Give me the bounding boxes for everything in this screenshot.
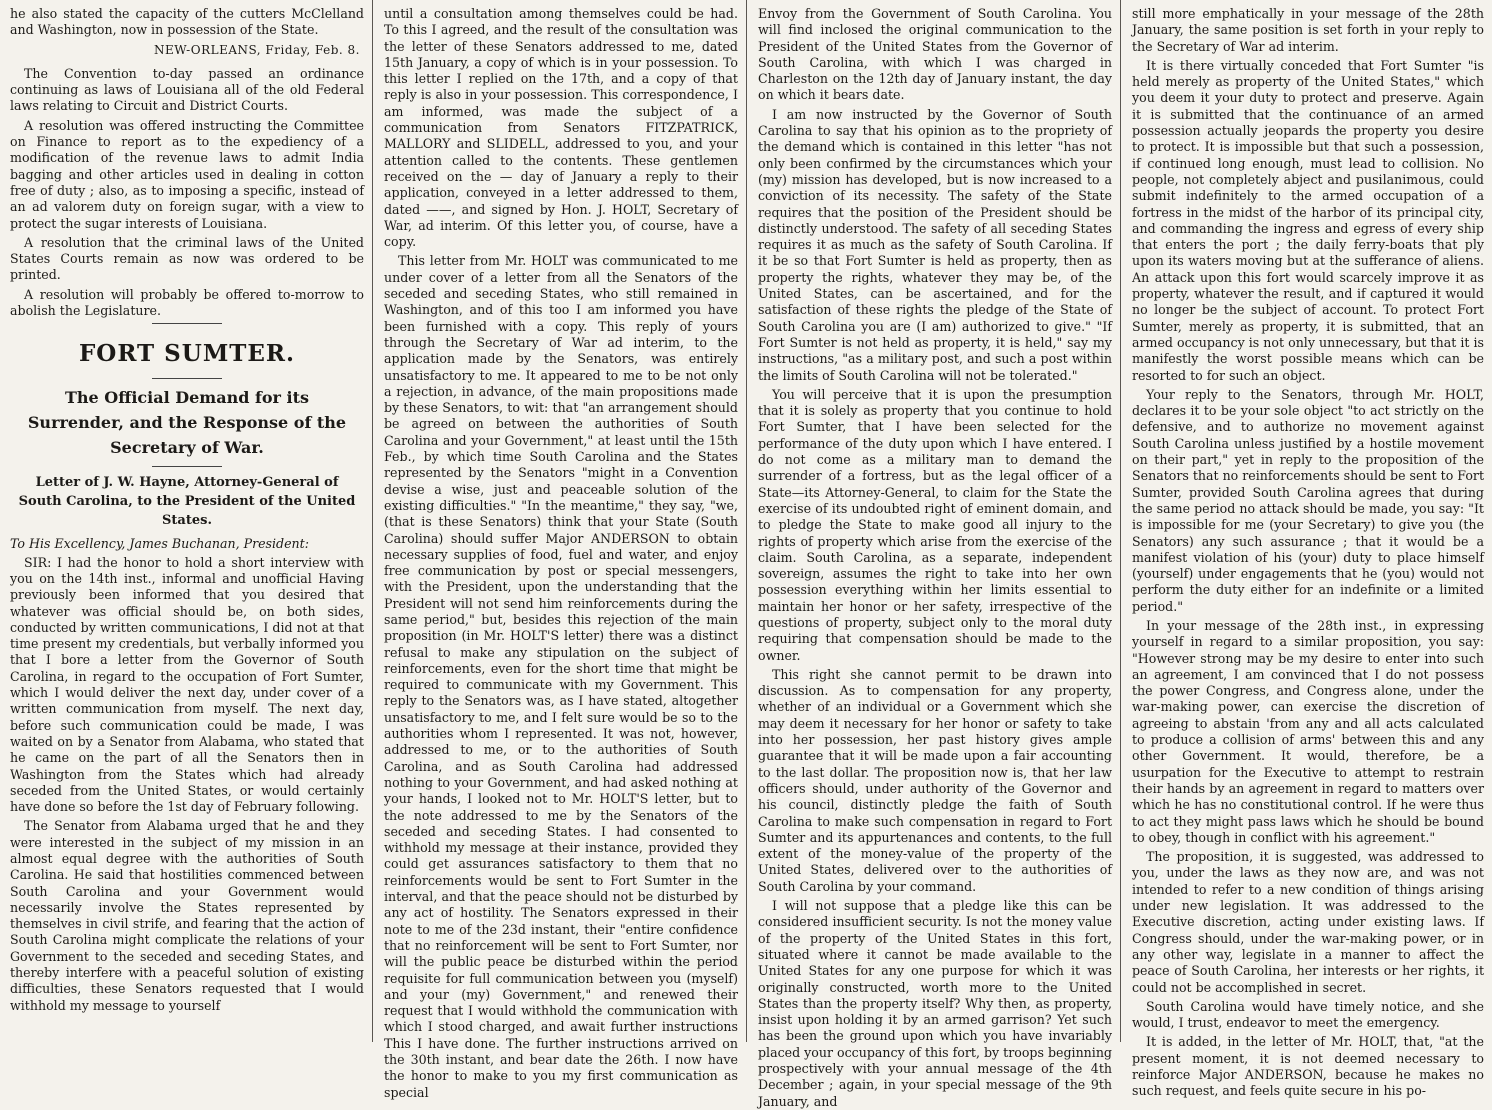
paragraph: This letter from Mr. HOLT was communicated to me under cover of a letter from all the Senators of the seceded and seceding States, who still remained in Washington, and of this too I am informed you have been furnished with a copy. This reply of yours through the Secretary of War ad interim, to the application made by the Senators, was entirely unsatisfactory to me. It appeared to me to be not only a rejection, in advance, of the main propositions made by these Senators, to wit: that "an arrangement should be agreed on between the authorities of South Carolina and your Government," at least until the 15th Feb., by which time South Carolina and the States represented by the Senators "might in a Convention devise a wise, just and peaceable solution of the existing difficulties." "In the meantime," they say, "we, (that is these Senators) think that your State (South Carolina) should suffer Major ANDERSON to obtain necessary supplies of food, fuel and water, and enjoy free communication by post or special messengers, with the President, upon the understanding that the President will not send him reinforcements during the same period," but, besides this rejection of the main proposition (in Mr. HOLT'S letter) there was a distinct refusal to make any stipulation on the subject of reinforcements, even for the short time that might be required to communicate with my Government. This reply to the Senators was, as I have stated, altogether unsatisfactory to me, and I felt sure would be so to the authorities whom I represented. It was not, however, addressed to me, or to the authorities of South Carolina, and as South Carolina had addressed nothing to your Government, and had asked nothing at your hands, I looked not to Mr. HOLT'S letter, but to the note addressed to me by the Senators of the seceded and seceding States. I had consented to withhold my message at their instance, provided they could get assurances satisfactory to them that no reinforcements would be sent to Fort Sumter in the interval, and that the peace should not be disturbed by any act of hostility. The Senators expressed in their note to me of the 23d instant, their "entire confidence that no reinforcement will be sent to Fort Sumter, nor will the public peace be disturbed within the period requisite for full communication between you (myself) and your (my) Government," and renewed their request that I would withhold the communication with which I stood charged, and await further instructions This I have done. The further instructions arrived on the 30th instant, and bear date the 26th. I now have the honor to make to you my first communication as special bbox=[384, 253, 738, 1100]
paragraph: still more emphatically in your message of the 28th January, the same position is set forth in your reply to the Secretary of War ad interim. bbox=[1132, 6, 1484, 54]
paragraph: I am now instructed by the Governor of South Carolina to say that his opinion as to the propriety of the demand which is contained in this letter "has not only been confirmed by the circumstances which your (my) mission has developed, but is now increased to a conviction of its necessity. The safety of the State requires that the position of the President should be distinctly understood. The safety of all seceding States requires it as much as the safety of South Carolina. If it be so that Fort Sumter is held as property, then as property the rights, whatever they may be, of the United States, can be ascertained, and for the satisfaction of these rights the pledge of the State of South Carolina you are (I am) authorized to give." "If Fort Sumter is not held as property, it is held," say my instructions, "as a military post, and such a post within the limits of South Carolina will not be tolerated." bbox=[758, 106, 1112, 383]
column-divider bbox=[1120, 0, 1121, 1042]
column-2 bbox=[374, 0, 746, 1100]
paragraph: It is there virtually conceded that Fort Sumter "is held merely as property of the United States," which you deem it your duty to protect and preserve. Again it is submitted that the continuance of an armed possession actually jeopards the property you desire to protect. It is impossible but that such a possession, if continued long enough, must lead to collision. No people, not completely abject and pusilanimous, could submit indefinitely to the armed occupation of a fortress in the midst of the harbor of its principal city, and commanding the ingress and egress of every ship that enters the port ; the daily ferry-boats that ply upon its waters moving but at the sufferance of aliens. An attack upon this fort would scarcely improve it as property, whatever the result, and if captured it would no longer be the subject of account. To protect Fort Sumter, merely as property, it is submitted, that an armed occupancy is not only unnecessary, but that it is manifestly the worst possible means which can be resorted to for such an object. bbox=[1132, 57, 1484, 383]
subheadline: The Official Demand for its Surrender, and the Response of the Secretary of War. bbox=[27, 388, 347, 458]
column-3 bbox=[748, 0, 1120, 1109]
paragraph: SIR: I had the honor to hold a short interview with you on the 14th inst., informal and unofficial Having previously been informed that you desired that whatever was official should be, on both sides, conducted by written communications, I did not at that time present my credentials, but verbally informed you that I bore a letter from the Governor of South Carolina, in regard to the occupation of Fort Sumter, which I would deliver the next day, under cover of a written communication from myself. The next day, before such communication could be made, I was waited on by a Senator from Alabama, who stated that he came on the part of all the Senators then in Washington from the States which had already seceded from the United States, or would certainly have done so before the 1st day of February following. bbox=[10, 554, 364, 815]
paragraph: The Convention to-day passed an ordinance continuing as laws of Louisiana all of the old Federal laws relating to Circuit and District Courts. bbox=[10, 65, 364, 114]
column-divider bbox=[746, 0, 747, 1042]
paragraph: In your message of the 28th inst., in expressing yourself in regard to a similar proposition, you say: "However strong may be my desire to enter into such an agreement, I am convinced that I do not possess the power Congress, and Congress alone, under the war-making power, can exercise the discretion of agreeing to abstain 'from any and all acts calculated to produce a collision of arms' between this and any other Government. It would, therefore, be a usurpation for the Executive to attempt to restrain their hands by an agreement in regard to matters over which he has no constitutional control. If he were thus to act they might pass laws which he should be bound to obey, though in conflict with his agreement." bbox=[1132, 617, 1484, 845]
column-4 bbox=[1122, 0, 1492, 1099]
headline: FORT SUMTER. bbox=[78, 340, 296, 368]
paragraph: until a consultation among themselves could be had. To this I agreed, and the result of the consultation was the letter of these Senators addressed to me, dated 15th January, a copy of which is in your possession. To this letter I replied on the 17th, and a copy of that reply is also in your possession. This correspondence, I am informed, was made the subject of a communication from Senators FITZPATRICK, MALLORY and SLIDELL, addressed to you, and your attention called to the contents. These gentlemen received on the — day of January a reply to their application, conveyed in a letter addressed to them, dated ——, and signed by Hon. J. HOLT, Secretary of War, ad interim. Of this letter you, of course, have a copy. bbox=[384, 6, 738, 250]
letter-heading: Letter of J. W. Hayne, Attorney-General of South Carolina, to the President of the United States. bbox=[18, 475, 356, 529]
paragraph: It is added, in the letter of Mr. HOLT, that, "at the present moment, it is not deemed necessary to reinforce Major ANDERSON, because he makes no such request, and feels quite secure in his po- bbox=[1132, 1034, 1484, 1099]
section-divider bbox=[152, 378, 222, 379]
paragraph: The proposition, it is suggested, was addressed to you, under the laws as they now are, and was not intended to refer to a new condition of things arising under new legislation. It was addressed to the Executive discretion, acting under existing laws. If Congress should, under the war-making power, or in any other way, legislate in a manner to affect the peace of South Carolina, her interests or her rights, it could not be accomplished in secret. bbox=[1132, 849, 1484, 995]
paragraph: The Senator from Alabama urged that he and they were interested in the subject of my mission in an almost equal degree with the authorities of South Carolina. He said that hostilities commenced between South Carolina and your Government would necessarily involve the States represented by themselves in civil strife, and fearing that the action of South Carolina might complicate the relations of your Government to the seceded and seceding States, and thereby interfere with a peaceful solution of existing difficulties, these Senators requested that I would withhold my message to yourself bbox=[10, 818, 364, 1013]
section-divider bbox=[152, 466, 222, 467]
column-divider bbox=[372, 0, 373, 1042]
dateline: NEW-ORLEANS, Friday, Feb. 8. bbox=[153, 42, 360, 57]
section-divider bbox=[152, 323, 222, 324]
paragraph: You will perceive that it is upon the presumption that it is solely as property that you continue to hold Fort Sumter, that I have been selected for the performance of the duty upon which I have entered. I do not come as a military man to demand the surrender of a fortress, but as the legal officer of a State—its Attorney-General, to claim for the State the exercise of its undoubted right of eminent domain, and to pledge the State to make good all injury to the rights of property which arise from the exercise of the claim. South Carolina, as a separate, independent sovereign, assumes the right to take into her own possession everything within her limits essential to maintain her honor or her safety, irrespective of the questions of property, subject only to the moral duty requiring that compensation should be made to the owner. bbox=[758, 386, 1112, 663]
paragraph: A resolution was offered instructing the Committee on Finance to report as to the expediency of a modification of the revenue laws to admit India bagging and other articles used in dealing in cotton free of duty ; also, as to imposing a specific, instead of an ad valorem duty on foreign sugar, with a view to protect the sugar interests of Louisiana. bbox=[10, 117, 364, 231]
paragraph: he also stated the capacity of the cutters McClelland and Washington, now in possession of the State. bbox=[10, 6, 364, 38]
paragraph: This right she cannot permit to be drawn into discussion. As to compensation for any property, whether of an individual or a Government which she may deem it necessary for her honor or safety to take into her possession, her past history gives ample guarantee that it will be made upon a fair accounting to the last dollar. The proposition now is, that her law officers should, under authority of the Governor and his council, distinctly pledge the faith of South Carolina to make such compensation in regard to Fort Sumter and its appurtenances and contents, to the full extent of the money-value of the property of the United States, delivered over to the authorities of South Carolina by your command. bbox=[758, 666, 1112, 894]
paragraph: A resolution will probably be offered to-morrow to abolish the Legislature. bbox=[10, 286, 364, 319]
paragraph: A resolution that the criminal laws of the United States Courts remain as now was ordered to be printed. bbox=[10, 234, 364, 283]
column-1 bbox=[0, 0, 372, 1042]
salutation: To His Excellency, James Buchanan, President: bbox=[10, 536, 309, 552]
paragraph: South Carolina would have timely notice, and she would, I trust, endeavor to meet the emergency. bbox=[1132, 998, 1484, 1031]
paragraph: Your reply to the Senators, through Mr. HOLT, declares it to be your sole object "to act strictly on the defensive, and to authorize no movement against South Carolina unless justified by a hostile movement on their part," yet in reply to the proposition of the Senators that no reinforcements should be sent to Fort Sumter, provided South Carolina agrees that during the same period no attack should be made, you say: "It is impossible for me (your Secretary) to give you (the Senators) any such assurance ; that it would be a manifest violation of his (your) duty to place himself (yourself) under engagements that he (you) would not perform the duty either for an indefinite or a limited period." bbox=[1132, 386, 1485, 614]
paragraph: Envoy from the Government of South Carolina. You will find inclosed the original communication to the President of the United States from the Governor of South Carolina, with which I was charged in Charleston on the 12th day of January instant, the day on which it bears date. bbox=[758, 6, 1112, 103]
paragraph: I will not suppose that a pledge like this can be considered insufficient security. Is not the money value of the property of the United States in this fort, situated where it cannot be made available to the United States for any one purpose for which it was originally constructed, worth more to the United States than the property itself? Why then, as property, insist upon holding it by an armed garrison? Yet such has been the ground upon which you have invariably placed your occupancy of this fort, by troops beginning prospectively with your annual message of the 4th December ; again, in your special message of the 9th January, and bbox=[758, 898, 1112, 1109]
